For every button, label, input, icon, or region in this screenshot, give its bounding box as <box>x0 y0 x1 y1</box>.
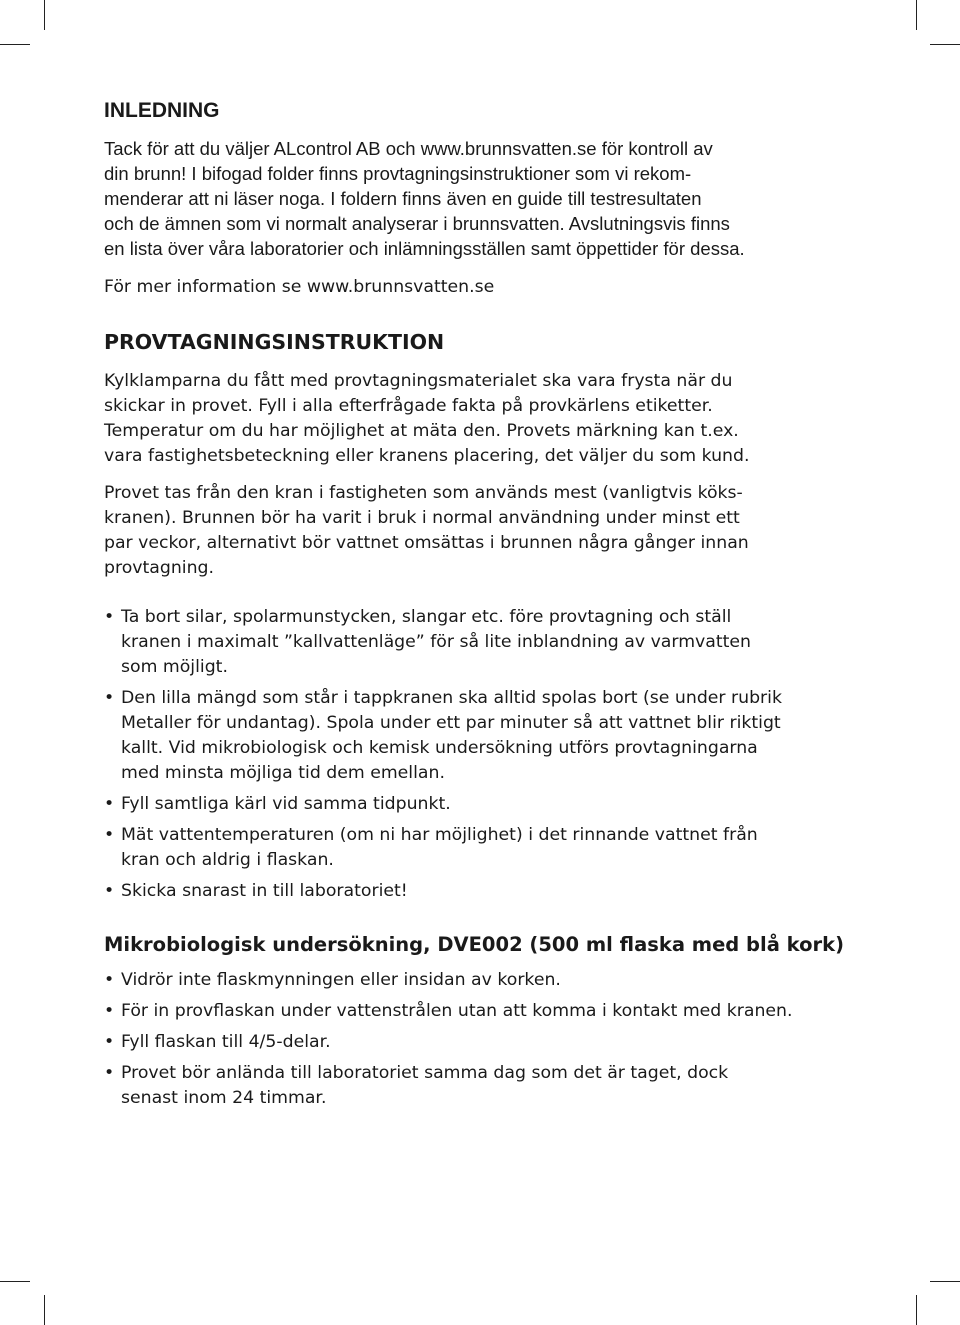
list-item <box>104 879 864 904</box>
bullet-icon: • <box>104 881 115 901</box>
list-item-line: som möjligt. <box>121 657 228 677</box>
list-item-line: Ta bort silar, spolarmunstycken, slangar etc. före provtagning och ställ <box>121 607 732 627</box>
paragraph-line: provtagning. <box>104 558 214 578</box>
list-item-line: Vidrör inte flaskmynningen eller insidan av korken. <box>121 970 561 990</box>
intro-paragraph <box>104 136 864 261</box>
list-item <box>104 823 864 873</box>
intro-heading: INLEDNING <box>104 99 220 122</box>
list-item-line: Fyll flaskan till 4/5-delar. <box>121 1032 331 1052</box>
instruction-heading: PROVTAGNINGSINSTRUKTION <box>104 330 445 354</box>
bullet-icon: • <box>104 825 115 845</box>
list-item-line: Skicka snarast in till laboratoriet! <box>121 881 408 901</box>
list-item-line: kallt. Vid mikrobiologisk och kemisk undersökning utförs provtagningarna <box>121 738 758 758</box>
intro-line: menderar att ni läser noga. I foldern finns även en guide till testresultaten <box>104 188 702 209</box>
list-item-line: För in provflaskan under vattenstrålen utan att komma i kontakt med kranen. <box>121 1001 793 1021</box>
crop-mark-bottom-left-h <box>0 1281 30 1282</box>
bullet-icon: • <box>104 1063 115 1083</box>
list-item <box>104 1061 864 1111</box>
list-item <box>104 968 864 993</box>
crop-mark-bottom-right-h <box>930 1281 960 1282</box>
paragraph-line: skickar in provet. Fyll i alla efterfrågade fakta på provkärlens etiketter. <box>104 396 713 416</box>
more-info-line: För mer information se www.brunnsvatten.se <box>104 277 495 297</box>
instruction-paragraph-2 <box>104 481 864 581</box>
intro-line: din brunn! I bifogad folder finns provtagningsinstruktioner som vi rekom- <box>104 163 692 184</box>
document-content <box>104 98 864 1117</box>
list-item-line: Metaller för undantag). Spola under ett par minuter så att vattnet blir riktigt <box>121 713 781 733</box>
crop-mark-bottom-right <box>916 1295 917 1325</box>
instruction-paragraph-1 <box>104 369 864 469</box>
micro-heading: Mikrobiologisk undersökning, DVE002 (500 ml flaska med blå kork) <box>104 933 844 956</box>
bullet-icon: • <box>104 794 115 814</box>
intro-line: en lista över våra laboratorier och inlämningsställen samt öppettider för dessa. <box>104 238 745 259</box>
paragraph-line: par veckor, alternativt bör vattnet omsättas i brunnen några gånger innan <box>104 533 749 553</box>
list-item-line: Den lilla mängd som står i tappkranen ska alltid spolas bort (se under rubrik <box>121 688 782 708</box>
crop-mark-top-right <box>916 0 917 30</box>
list-item-line: med minsta möjliga tid dem emellan. <box>121 763 445 783</box>
crop-mark-top-right-h <box>930 44 960 45</box>
crop-mark-top-left-h <box>0 44 30 45</box>
crop-mark-bottom-left <box>44 1295 45 1325</box>
list-item <box>104 605 864 680</box>
paragraph-line: Temperatur om du har möjlighet at mäta den. Provets märkning kan t.ex. <box>104 421 739 441</box>
list-item-line: kranen i maximalt ”kallvattenläge” för så lite inblandning av varmvatten <box>121 632 751 652</box>
list-item-line: Fyll samtliga kärl vid samma tidpunkt. <box>121 794 451 814</box>
bullet-icon: • <box>104 1001 115 1021</box>
paragraph-line: Provet tas från den kran i fastigheten som används mest (vanligtvis köks- <box>104 483 743 503</box>
list-item-line: senast inom 24 timmar. <box>121 1088 327 1108</box>
paragraph-line: Kylklamparna du fått med provtagningsmaterialet ska vara frysta när du <box>104 371 733 391</box>
bullet-icon: • <box>104 688 115 708</box>
paragraph-line: vara fastighetsbeteckning eller kranens placering, det väljer du som kund. <box>104 446 750 466</box>
list-item <box>104 1030 864 1055</box>
instruction-bullet-list <box>104 605 864 904</box>
intro-line: Tack för att du väljer ALcontrol AB och www.brunnsvatten.se för kontroll av <box>104 138 713 159</box>
bullet-icon: • <box>104 970 115 990</box>
crop-mark-top-left <box>44 0 45 30</box>
list-item <box>104 686 864 786</box>
bullet-icon: • <box>104 607 115 627</box>
list-item-line: kran och aldrig i flaskan. <box>121 850 334 870</box>
paragraph-line: kranen). Brunnen bör ha varit i bruk i normal användning under minst ett <box>104 508 740 528</box>
list-item-line: Mät vattentemperaturen (om ni har möjlighet) i det rinnande vattnet från <box>121 825 758 845</box>
bullet-icon: • <box>104 1032 115 1052</box>
intro-line: och de ämnen som vi normalt analyserar i brunnsvatten. Avslutningsvis finns <box>104 213 730 234</box>
list-item <box>104 999 864 1024</box>
list-item <box>104 792 864 817</box>
list-item-line: Provet bör anlända till laboratoriet samma dag som det är taget, dock <box>121 1063 729 1083</box>
micro-bullet-list <box>104 968 864 1111</box>
